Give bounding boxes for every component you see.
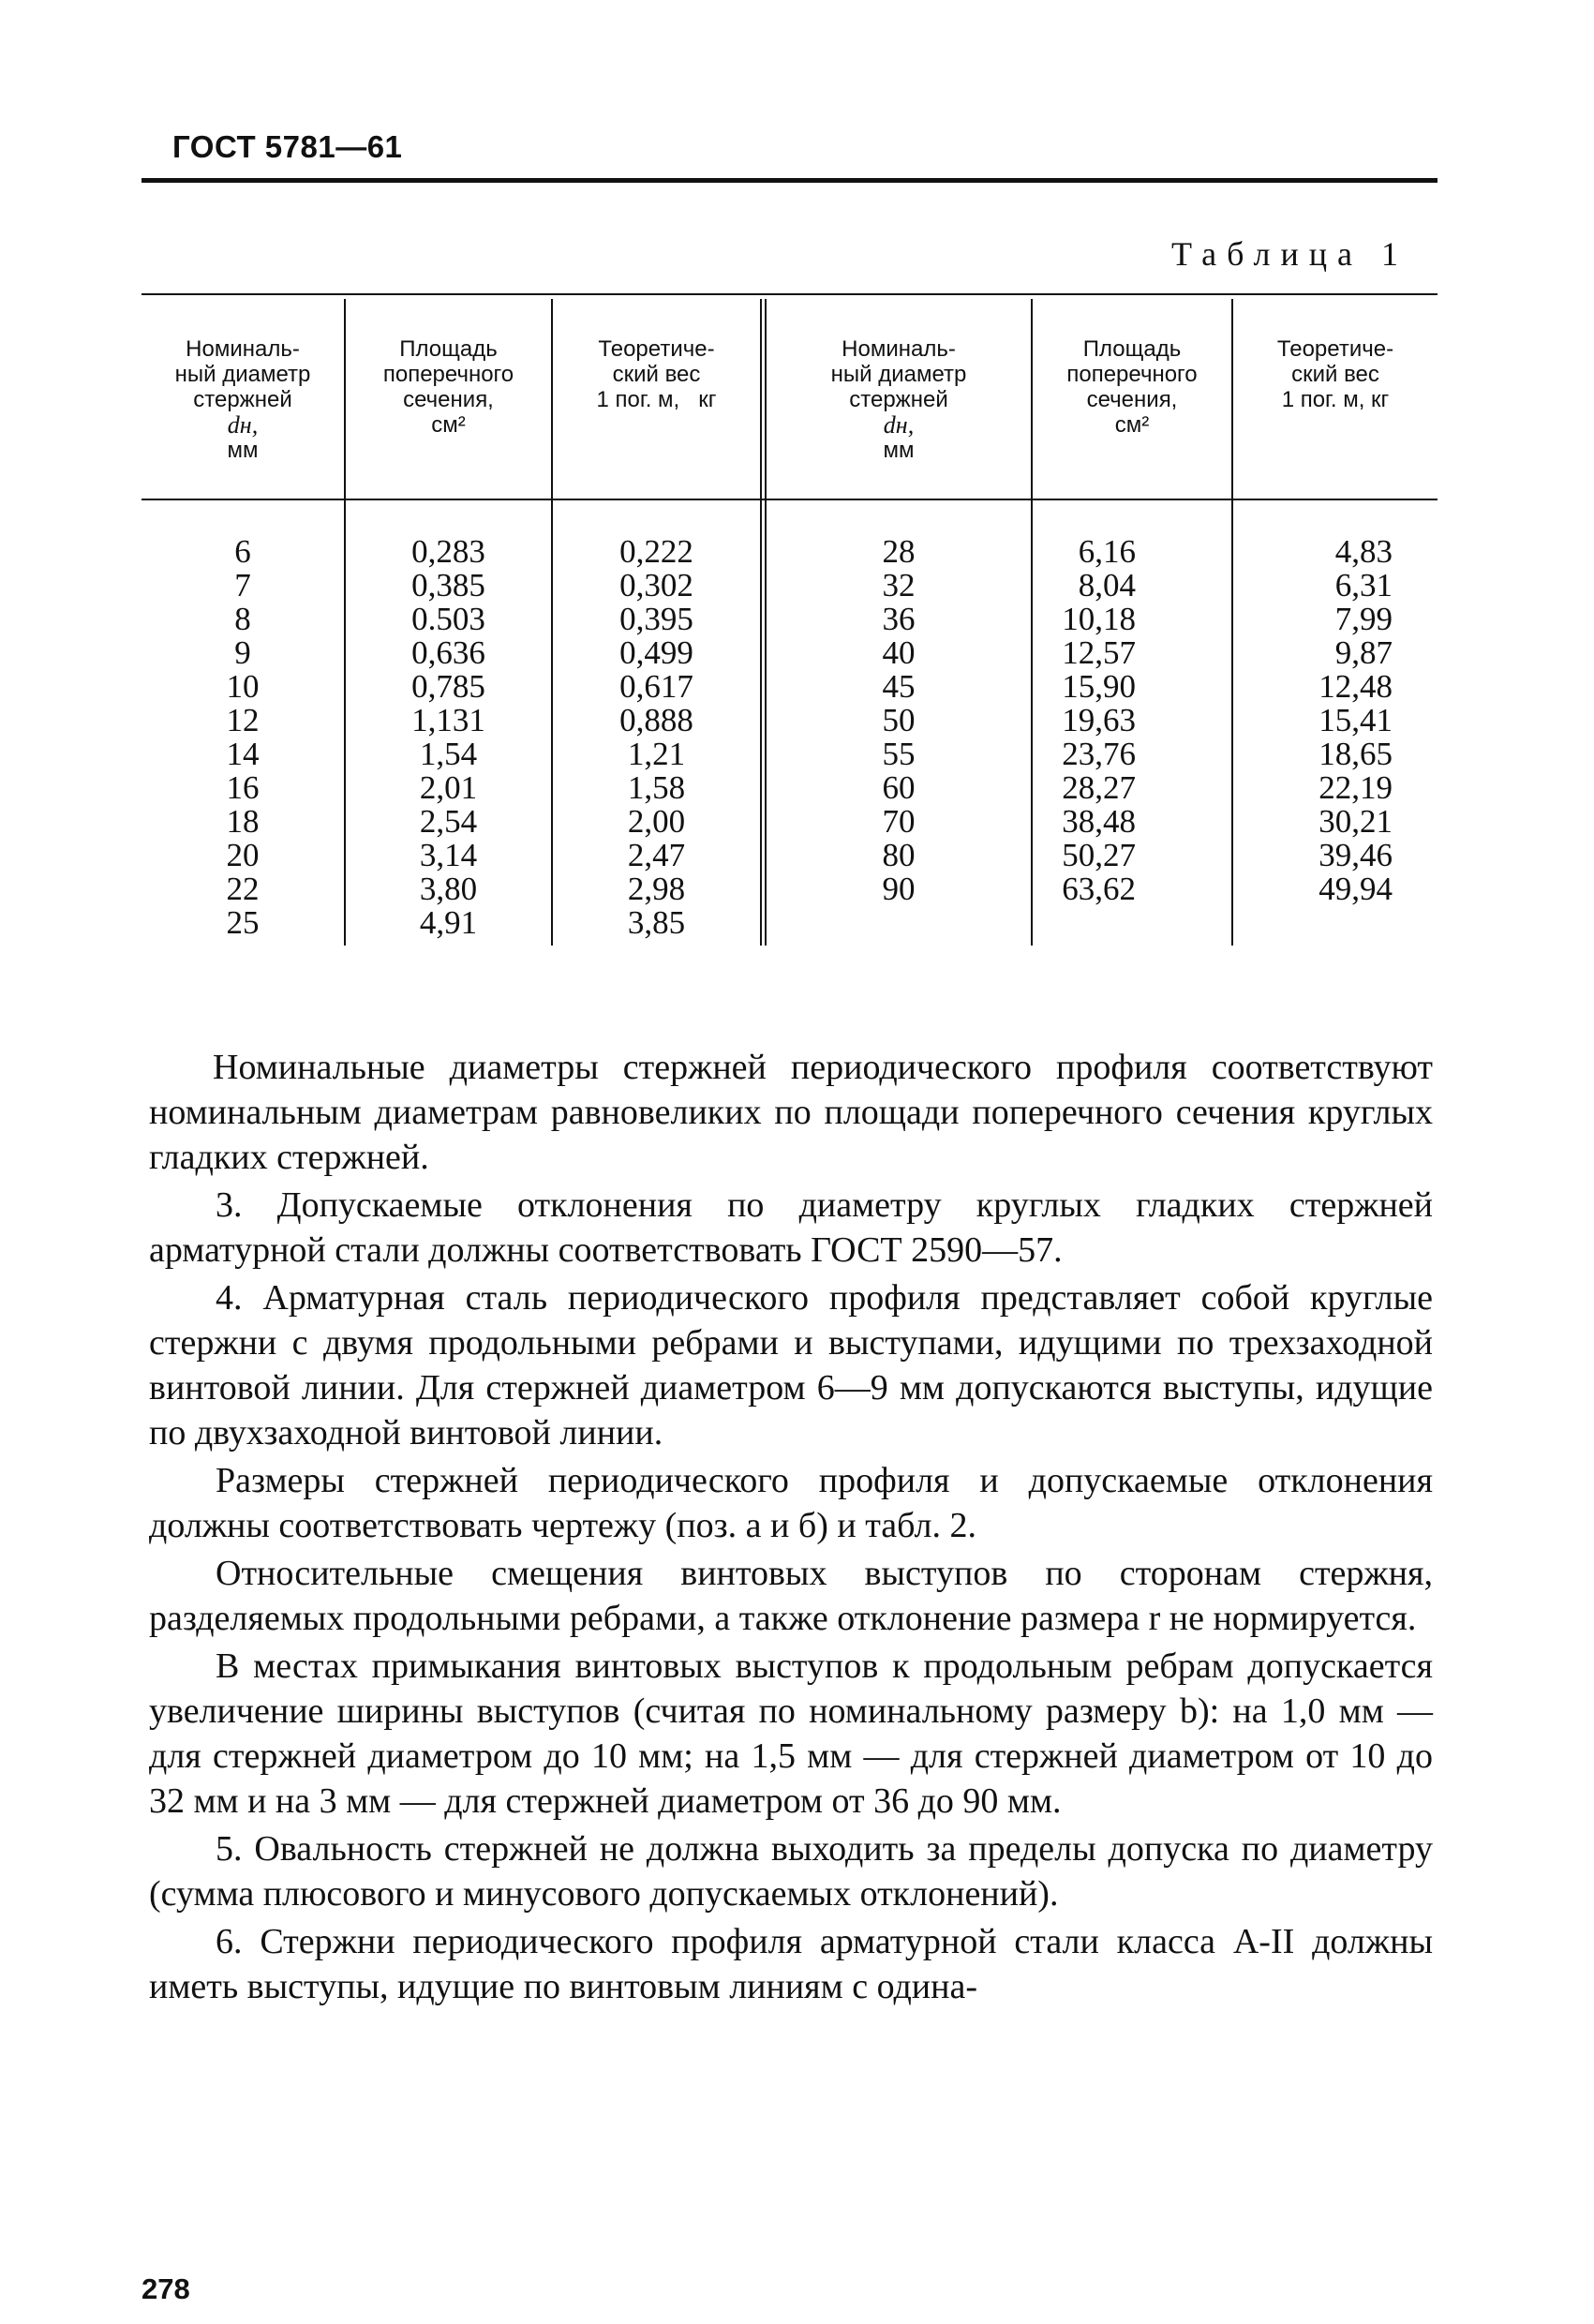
column-weight-left: 0,222 0,302 0,395 0,499 0,617 0,888 1,21 1,58 2,00 2,47 2,98 3,85 bbox=[619, 533, 693, 941]
table-caption: Таблица 1 bbox=[1171, 235, 1408, 273]
header-theoretical-weight-left: Теоретиче- ский вес 1 пог. м, кг bbox=[596, 336, 717, 412]
table-header-rule bbox=[142, 499, 1438, 500]
paragraph-4-periodic-profile: 4. Арматурная сталь периодического профиля представляет собой круглые стержни с двумя продольными ребрами и выступами, идущими по трехзаходной винтовой линии. Для стержней диаметром 6—9 мм допускаются выступы, идущие по двухзаходной винтовой линии. bbox=[149, 1278, 1433, 1452]
header-rule bbox=[142, 178, 1438, 183]
column-diameter-right: 28 32 36 40 45 50 55 60 70 80 90 bbox=[882, 533, 916, 907]
paragraph-dimensions: Размеры стержней периодического профиля и допускаемые отклонения должны соответствовать чертежу (поз. а и б) и табл. 2. bbox=[149, 1461, 1433, 1545]
table-top-rule bbox=[142, 293, 1438, 295]
page-number: 278 bbox=[142, 2272, 190, 2305]
header-nominal-diameter-right: Номиналь- ный диаметр стержней dн, мм bbox=[830, 336, 967, 463]
paragraph-5-ovality: 5. Овальность стержней не должна выходить за пределы допуска по диаметру (сумма плюсового и минусового допускаемых отклонений). bbox=[149, 1829, 1433, 1914]
header-theoretical-weight-right: Теоретиче- ский вес 1 пог. м, кг bbox=[1276, 336, 1394, 412]
column-area-right: 6,16 8,04 10,18 12,57 15,90 19,63 23,76 28,27 38,48 50,27 63,62 bbox=[1062, 533, 1136, 907]
table-half-divider bbox=[760, 299, 767, 946]
document-header: ГОСТ 5781—61 bbox=[172, 129, 403, 164]
paragraph-6-class-a2: 6. Стержни периодического профиля арматурной стали класса А-II должны иметь выступы, идущие по винтовым линиям с одина- bbox=[149, 1922, 1433, 2006]
column-diameter-left: 6 7 8 9 10 12 14 16 18 20 22 25 bbox=[226, 533, 260, 941]
paragraph-nominal-diameters: Номинальные диаметры стержней периодического профиля соответствуют номинальным диаметрам равновеликих по площади поперечного сечения круглых гладких стержней. bbox=[149, 1048, 1433, 1177]
paragraph-3-tolerances: 3. Допускаемые отклонения по диаметру круглых гладких стержней арматурной стали должны соответствовать ГОСТ 2590—57. bbox=[149, 1185, 1433, 1270]
column-weight-right: 4,83 6,31 7,99 9,87 12,48 15,41 18,65 22,19 30,21 39,46 49,94 bbox=[1318, 533, 1393, 907]
paragraph-offsets: Относительные смещения винтовых выступов по сторонам стержня, разделяемых продольными ребрами, а также отклонение размера r не нормируется. bbox=[149, 1554, 1433, 1638]
column-area-left: 0,283 0,385 0.503 0,636 0,785 1,131 1,54 2,01 2,54 3,14 3,80 4,91 bbox=[411, 533, 485, 941]
header-cross-section-area-right: Площадь поперечного сечения, см² bbox=[1066, 336, 1198, 438]
paragraph-rib-junction: В местах примыкания винтовых выступов к продольным ребрам допускается увеличение ширины выступов (считая по номинальному размеру b): на 1,0 мм — для стержней диаметром до 10 мм; на 1,5 мм — для стержней диаметром от 10 до 32 мм и на 3 мм — для стержней диаметром от 36 до 90 мм. bbox=[149, 1646, 1433, 1821]
header-nominal-diameter-left: Номиналь- ный диаметр стержней dн, мм bbox=[174, 336, 311, 463]
body-text bbox=[149, 1045, 1433, 2012]
header-cross-section-area-left: Площадь поперечного сечения, см² bbox=[382, 336, 514, 438]
